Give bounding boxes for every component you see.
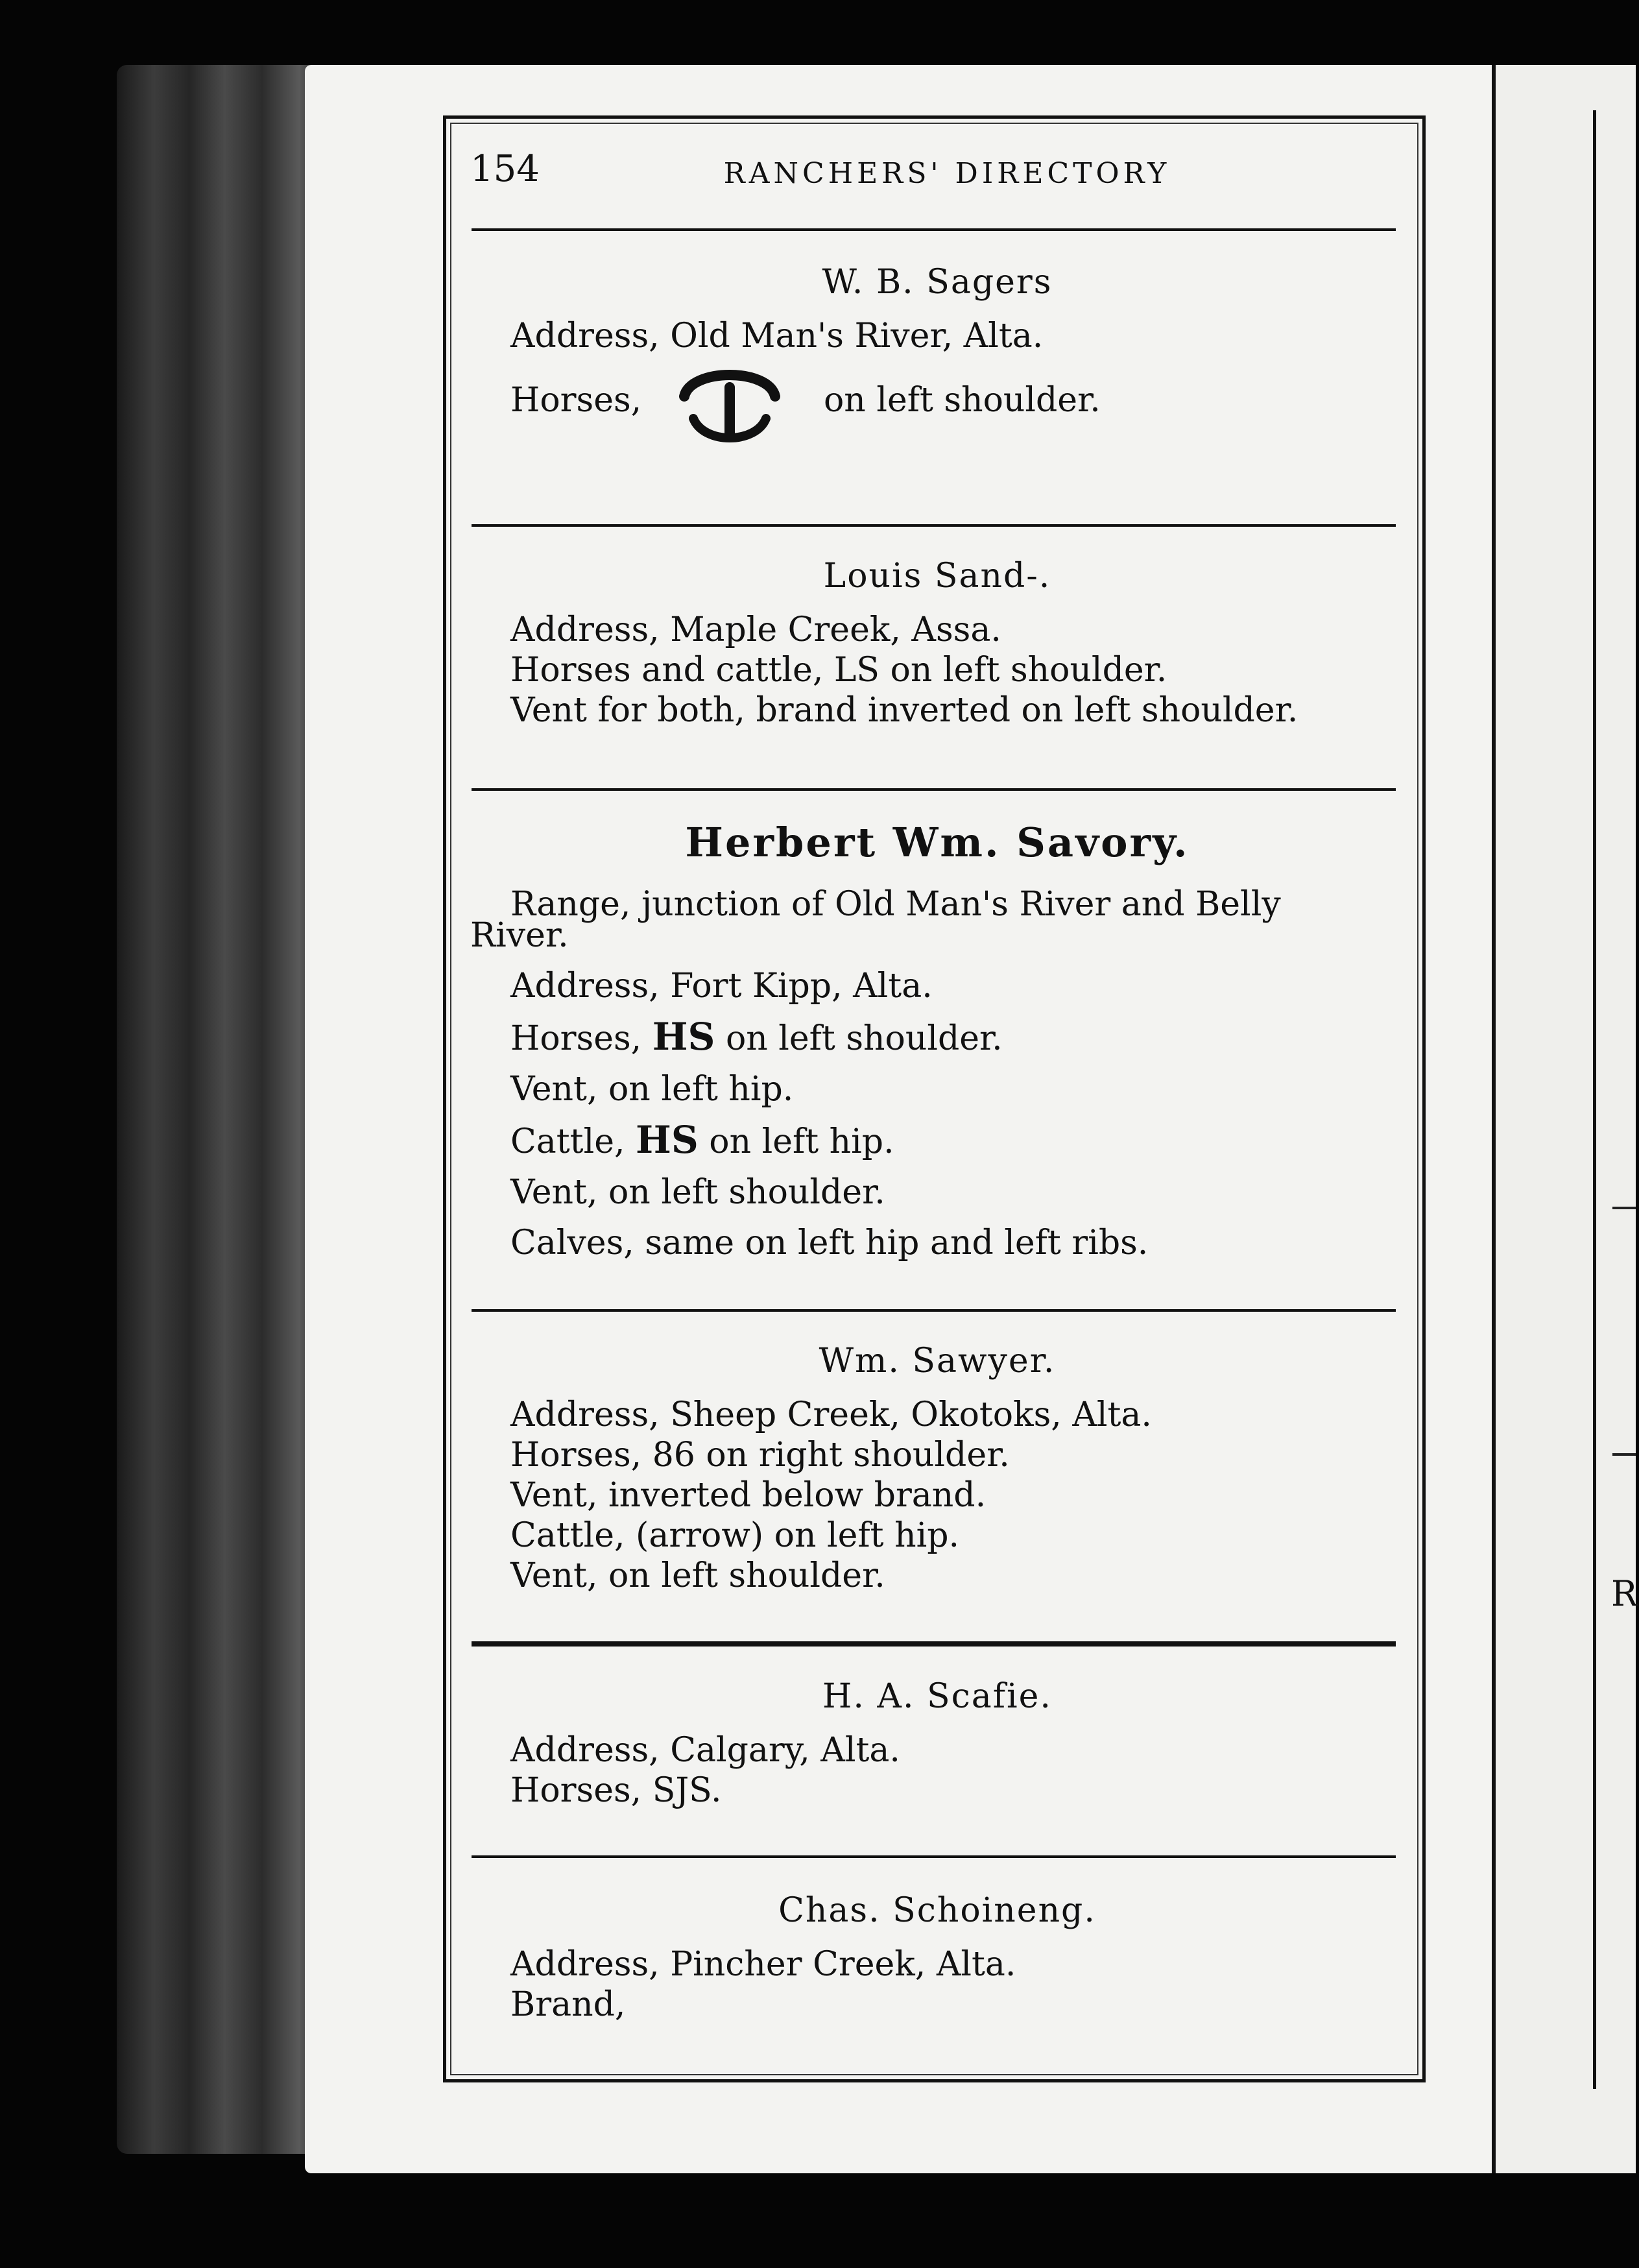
cattle-location: on left hip. bbox=[709, 1122, 894, 1161]
divider bbox=[472, 524, 1396, 527]
facing-page-rule bbox=[1612, 1207, 1636, 1209]
rancher-name: H. A. Scafie. bbox=[822, 1677, 1052, 1716]
range-line: Range, junction of Old Man's River and Belly bbox=[510, 885, 1281, 924]
rancher-name: W. B. Sagers bbox=[822, 263, 1053, 302]
range-line-continued: River. bbox=[470, 916, 569, 955]
horses-location: on left shoulder. bbox=[725, 1019, 1003, 1058]
anchor-brand-icon bbox=[665, 356, 795, 447]
divider bbox=[472, 1309, 1396, 1312]
address-line: Address, Maple Creek, Assa. bbox=[510, 610, 1001, 649]
vent-line: Vent, on left shoulder. bbox=[510, 1173, 885, 1212]
vent-line: Vent, on left hip. bbox=[510, 1070, 794, 1109]
cattle-brand-line bbox=[470, 1120, 1404, 1162]
facing-page-frame bbox=[1593, 110, 1639, 2089]
address-line: Address, Sheep Creek, Okotoks, Alta. bbox=[510, 1395, 1152, 1434]
rancher-name: Wm. Sawyer. bbox=[819, 1342, 1056, 1381]
brand-line: Horses and cattle, LS on left shoulder. bbox=[510, 651, 1167, 690]
page-header bbox=[470, 148, 1398, 200]
book-spine bbox=[117, 65, 324, 2154]
vent-line: Vent, on left shoulder. bbox=[510, 1556, 885, 1595]
brand-mark: HS bbox=[652, 1015, 715, 1059]
facing-page-rule bbox=[1612, 1453, 1636, 1456]
rancher-name: Herbert Wm. Savory. bbox=[685, 819, 1190, 866]
cattle-label: Cattle, bbox=[510, 1122, 625, 1161]
running-head: RANCHERS' DIRECTORY bbox=[723, 157, 1171, 190]
brand-mark: HS bbox=[636, 1118, 699, 1162]
entry-sawyer bbox=[470, 1342, 1404, 1596]
address-line: Address, Fort Kipp, Alta. bbox=[510, 967, 933, 1006]
entry-savory bbox=[470, 819, 1404, 1263]
address-line: Address, Pincher Creek, Alta. bbox=[510, 1945, 1016, 1984]
calves-line: Calves, same on left hip and left ribs. bbox=[510, 1224, 1149, 1262]
divider bbox=[472, 788, 1396, 791]
entry-sand bbox=[470, 557, 1404, 730]
brand-line: Brand, bbox=[510, 1985, 626, 2024]
vent-line: Vent for both, brand inverted on left shoulder. bbox=[510, 691, 1298, 730]
horses-label: Horses, bbox=[510, 381, 642, 420]
divider bbox=[472, 228, 1396, 231]
facing-page-letter: R bbox=[1611, 1573, 1638, 1614]
page-number: 154 bbox=[470, 148, 540, 190]
horses-label: Horses, bbox=[510, 1019, 642, 1058]
divider bbox=[472, 1641, 1396, 1647]
facing-page-edge bbox=[1492, 65, 1636, 2173]
horses-brand-line bbox=[470, 356, 1404, 440]
cattle-brand-line: Cattle, (arrow) on left hip. bbox=[510, 1516, 960, 1555]
rancher-name: Louis Sand-. bbox=[823, 557, 1051, 596]
divider bbox=[472, 1855, 1396, 1858]
horses-location: on left shoulder. bbox=[824, 381, 1101, 420]
vent-line: Vent, inverted below brand. bbox=[510, 1476, 987, 1515]
entry-sagers bbox=[470, 263, 1404, 440]
horses-brand-line bbox=[470, 1017, 1404, 1059]
entry-scafie bbox=[470, 1677, 1404, 1811]
rancher-name: Chas. Schoineng. bbox=[778, 1891, 1096, 1930]
entry-schoineng bbox=[470, 1891, 1404, 2025]
address-line: Address, Old Man's River, Alta. bbox=[510, 317, 1044, 356]
horses-brand-line: Horses, 86 on right shoulder. bbox=[510, 1436, 1010, 1475]
address-line: Address, Calgary, Alta. bbox=[510, 1731, 900, 1770]
horses-brand-line: Horses, SJS. bbox=[510, 1771, 722, 1810]
